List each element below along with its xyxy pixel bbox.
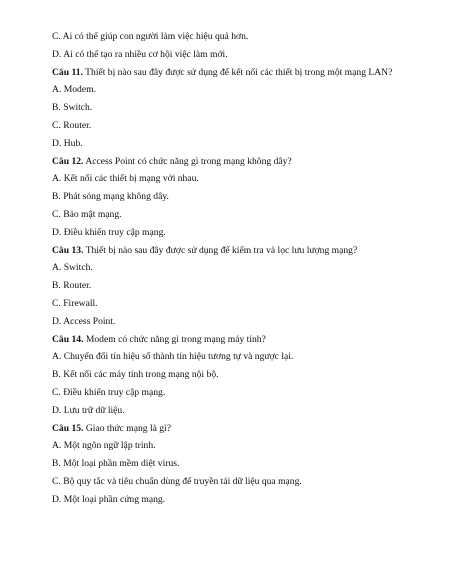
- question-number: Câu 12.: [52, 155, 84, 167]
- option-c: C. Bảo mật mạng.: [52, 208, 122, 220]
- option-c: C. Điều khiển truy cập mạng.: [52, 386, 166, 398]
- question-14: [52, 331, 412, 349]
- option-a: A. Switch.: [52, 262, 93, 274]
- question-12: [52, 153, 412, 171]
- option-b: B. Router.: [52, 280, 92, 292]
- option-a: A. Modem.: [52, 84, 96, 96]
- question-number: Câu 11.: [52, 66, 83, 78]
- option-d: D. Hub.: [52, 137, 83, 149]
- question-number: Câu 14.: [52, 333, 84, 345]
- option-c: C. Router.: [52, 119, 92, 131]
- option-a: A. Chuyển đổi tín hiệu số thành tín hiệu tương tự và ngược lại.: [52, 351, 294, 363]
- option-b: B. Phát sóng mạng không dây.: [52, 191, 169, 203]
- prev-option-d: D. Ai có thể tạo ra nhiều cơ hội việc làm mới.: [52, 48, 228, 60]
- document-content: [52, 28, 412, 509]
- question-number: Câu 15.: [52, 422, 84, 434]
- question-text: Thiết bị nào sau đây được sử dụng để kiểm tra và lọc lưu lượng mạng?: [85, 244, 358, 256]
- question-13: [52, 242, 412, 260]
- option-c: C. Firewall.: [52, 297, 98, 309]
- option-d: D. Một loại phần cứng mạng.: [52, 493, 166, 505]
- question-text: Giao thức mạng là gì?: [85, 422, 171, 434]
- prev-option-c: C. Ai có thể giúp con người làm việc hiệu quả hơn.: [52, 31, 249, 42]
- question-text: Access Point có chức năng gì trong mạng không dây?: [85, 155, 292, 167]
- option-d: D. Access Point.: [52, 315, 116, 327]
- option-a: A. Kết nối các thiết bị mạng với nhau.: [52, 173, 199, 185]
- question-number: Câu 13.: [52, 244, 84, 256]
- question-11: [52, 64, 412, 82]
- option-c: C. Bộ quy tắc và tiêu chuẩn dùng để truyền tải dữ liệu qua mạng.: [52, 475, 302, 487]
- option-d: D. Điều khiển truy cập mạng.: [52, 226, 166, 238]
- option-b: B. Kết nối các máy tính trong mạng nội bộ.: [52, 369, 219, 381]
- option-a: A. Một ngôn ngữ lập trình.: [52, 440, 156, 452]
- option-d: D. Lưu trữ dữ liệu.: [52, 404, 125, 416]
- option-b: B. Một loại phần mềm diệt virus.: [52, 458, 180, 470]
- question-text: Thiết bị nào sau đây được sử dụng để kết nối các thiết bị trong một mạng LAN?: [85, 66, 393, 78]
- question-text: Modem có chức năng gì trong mạng máy tính?: [85, 333, 266, 345]
- option-b: B. Switch.: [52, 102, 93, 114]
- question-15: [52, 420, 412, 438]
